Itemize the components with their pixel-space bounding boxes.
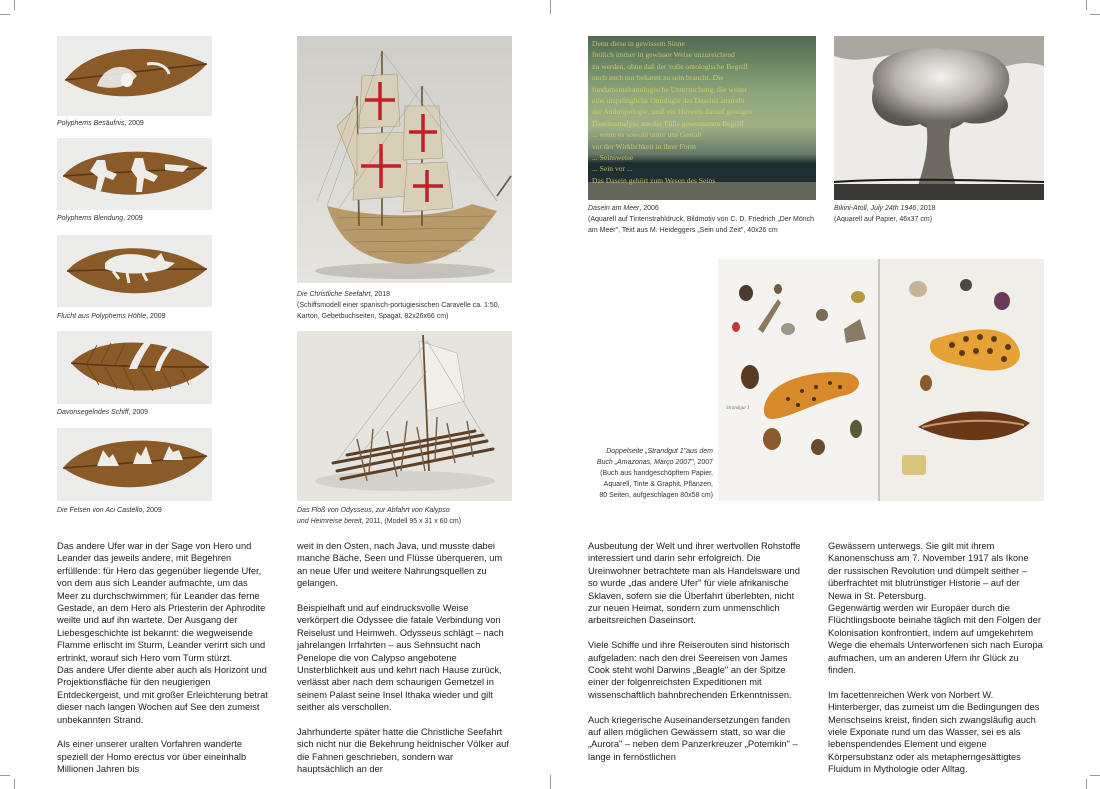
text-column-1: Das andere Ufer war in der Sage von Hero und Leander das jeweils andere, mit Begehren erfüllende: für Hero das gegenüber liegende Ufer, von dem aus sich Leander aufmachte, um das Meer zu durchschwimmen; für Leander das ferne Gestade, an dem Hero als Priesterin der Aphrodite weilte und auf ihn wartete. Der Ausgang der Liebesgeschichte ist bekannt: die wegweisende Flamme erlischt im Sturm, Leander verirrt sich und ertrinkt, worauf sich Hero vom Turm stürzt. Das andere Ufer diente aber auch als Horizont und Projektionsfläche für den neugierigen Entdeckergeist, und mit großer Erleichterung betrat dieser nach langen Wochen auf See den zumeist unbekannten Strand. Als einer unserer uralten Vorfahren wanderte speziell der Homo erectus vor über eineinhalb Millionen Jahren bis [57,541,268,775]
leaf-caption-1: Polyphems Besäufnis, 2009 [57,120,144,127]
dasein-caption: Dasein am Meer, 2006 (Aquarell auf Tintenstrahldruck, Bildmotiv von C. D. Friedrich „Der Mönch am Meer", Text aus M. Heideggers „Sein und Zeit", 40x26 cm [588,205,815,234]
dasein-am-meer-image [588,36,816,200]
strandgut-signature: Strandgut 1 [726,406,750,411]
text-column-3: Ausbeutung der Welt und ihrer wertvollen Rohstoffe interessiert und darin sehr erfolgreich. Die Ureinwohner betrachtete man als Handelsware und so wurde „das andere Ufer" für viele afrikanische Sklaven, sofern sie die Überfahrt überlebten, nicht zur neuen Heimat, sondern zum unmenschlich arbeitsreichen Daseinsort. Viele Schiffe und ihre Reiserouten sind historisch aufgeladen: nach den drei Seereisen von James Cook steht wohl Darwins „Beagle" an der Spitze einer der folgenreichsten Expeditionen mit wissenschaftlich bahnbrechenden Erkenntnissen. Auch kriegerische Auseinandersetzungen fanden auf allen möglichen Gewässern statt, so war die „Aurora" – neben dem Panzerkreuzer „Potemkin" – lange in fernöstlichen [588,541,801,762]
ship-caption: Die Christliche Seefahrt, 2018 (Schiffsmodell einer spanisch-portugiesischen Caravelle ca. 1:50, Karton, Gebetbuchseiten, Spagat, 82x26x66 cm) [297,291,500,320]
strandgut-caption: Doppelseite „Strandgut 1"aus dem Buch „Amazonas, Março 2007", 2007 (Buch aus handgeschöpftem Papier, Aquarell, Tinte & Graphit, Pflanzen, 80 Seiten, aufgeschlagen 80x58 cm) [596,448,713,499]
bikini-atoll-image [834,36,1044,200]
text-column-4: Gewässern unterwegs. Sie gilt mit ihrem Kanonenschuss am 7. November 1917 als Ikone der russischen Revolution und dümpelt seither – überfrachtet mit blutrünstiger Historie – auf der Newa in St. Petersburg. Gegenwärtig werden wir Europäer durch die Flüchtlingsboote beinahe täglich mit den Folgen der Kolonisation konfrontiert, indem auf umgekehrtem Wege die ehemals Unterworfenen sich nach Europa aufmachen, um an anderen Ufern ihr Glück zu finden. Im facettenreichen Werk von Norbert W. Hinterberger, das zumeist um die Bedingungen des Menschseins kreist, finden sich zwangsläufig auch viele Exponate rund um das Wasser, sei es als lebenspendendes Element und eigene Körpersubstanz oder als metapherngesättigtes Fluidum in Mythologie oder Alltag. [828,541,1043,775]
leaf-image-3 [57,235,212,307]
leaf-caption-4: Davonsegelndes Schiff, 2009 [57,409,149,416]
dasein-text-overlay: Denn diese in gewissem Sinne freilich immer in gewisser Weise unzureichend zu werden, ohne daß der volle ontologische Begriff noch auch nur bekannt zu sein braucht. Die fundamentalontologische Untersuchung, die weiter eine ursprüngliche Ontologie des Daseins anstrebt der Anthropologie, muß ein Hinweis darauf genügen Daseinsanalyse aus der Fülle gewonnenen Begriff ... wenn es sowohl unter uns Gestalt vor der Wirklichkeit in ihrer Form ... Seinsweise ... Sein vor ... Das Dasein gehört zum Wesen des Seins [592,39,753,185]
raft-caption: Das Floß von Odysseus, zur Abfahrt von Kalypso und Heimreise bereit, 2011, (Modell 95 x 31 x 60 cm) [297,507,462,525]
bikini-caption: Bikini-Atoll, July 24th 1946, 2018 (Aquarell auf Papier, 46x37 cm) [834,205,936,223]
leaf-image-2 [57,138,212,210]
leaf-caption-5: Die Felsen von Aci Castello, 2009 [57,507,162,514]
leaf-caption-2: Polyphems Blendung, 2009 [57,215,143,222]
leaf-caption-3: Flucht aus Polyphems Höhle, 2009 [57,313,166,320]
leaf-image-4 [57,331,212,404]
raft-model-image [297,331,512,501]
strandgut-book-image [718,259,1044,501]
ship-model-image [297,36,512,283]
text-column-2: weit in den Osten, nach Java, und musste dabei manche Bäche, Seen und Flüsse überqueren, um an neue Ufer und weitere Nahrungsquellen zu gelangen. Beispielhaft und auf eindrucksvolle Weise verkörpert die Odyssee die fatale Verbindung von Reiselust und Heimweh. Odysseus schlägt – nach jahrelangen Irrfahrten – aus Sehnsucht nach Penelope die von Calypso angebotene Unsterblichkeit aus und kehrt nach Hause zurück, verlässt aber nach dem schaurigen Gemetzel in seinem Palast seine Insel Ithaka wieder und gilt seither als verschollen. Jahrhunderte später hatte die Christliche Seefahrt sich nicht nur die Bekehrung heidnischer Völker auf die Fahnen geschrieben, sondern war hauptsächlich an der [297,541,509,775]
leaf-image-1 [57,36,212,116]
leaf-image-5 [57,428,212,501]
